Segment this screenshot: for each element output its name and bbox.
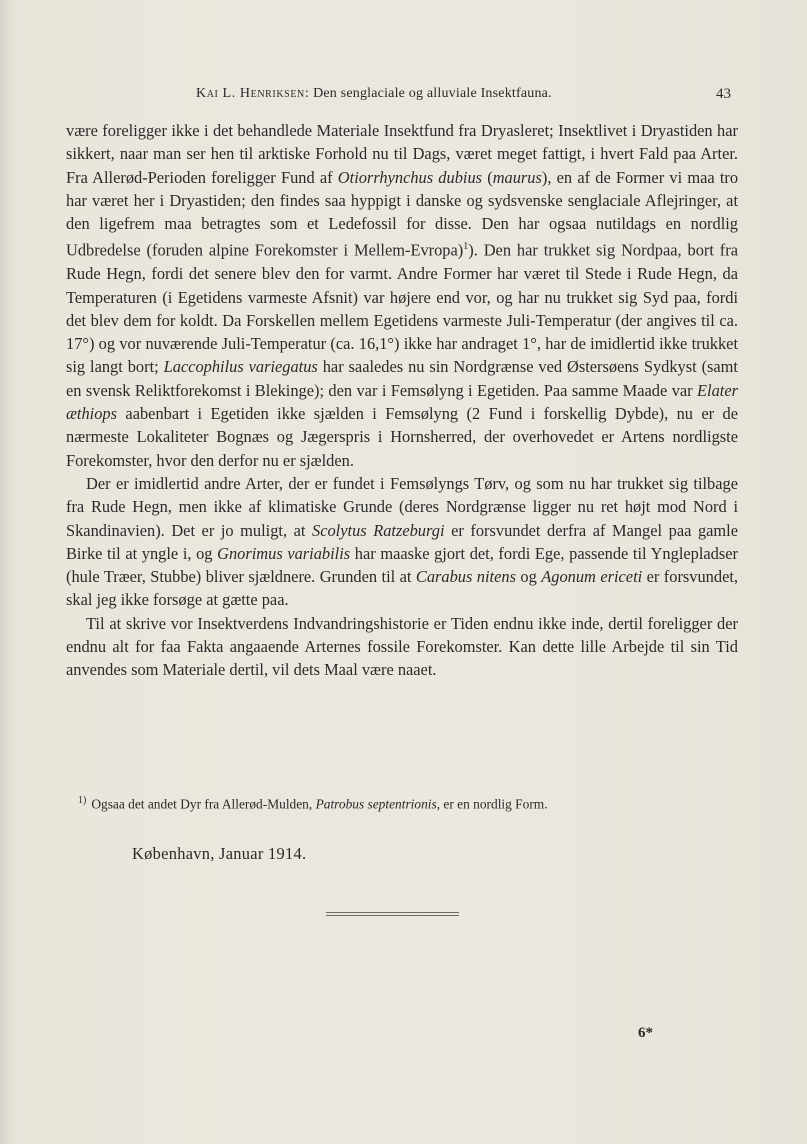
footnote-marker: 1) [78,795,87,806]
italic-taxon: Scolytus Ratzeburgi [312,520,445,540]
end-rule-upper [326,912,459,913]
italic-taxon: Patrobus septentrionis [315,796,437,812]
signoff-place-date: København, Januar 1914. [132,844,307,863]
running-head-author: Kai L. Henriksen: [196,86,310,101]
running-head [0,86,807,110]
italic-taxon: Agonum ericeti [541,567,643,587]
printer-signature-mark: 6* [638,1025,653,1041]
paragraph-3: Til at skrive vor Insektverdens Indvandringshistorie er Tiden endnu ikke inde, dertil foreligger der endnu alt for faa Fakta angaaende Arternes fossile Forekomster. Kan dette lille Arbejde til sin Tid anvendes som Materiale dertil, vil dets Maal være naaet. [66,613,738,680]
italic-taxon: Carabus nitens [415,567,516,587]
paragraph-2: Der er imidlertid andre Arter, der er fundet i Femsølyngs Tørv, og som nu har trukket sig tilbage fra Rude Hegn, men ikke af klimatiske Grunde (deres Nordgrænse ligger nu ret højt mod Nord i Skandinavien). Det er jo muligt, at Scolytus Ratzeburgi er forsvundet derfra af Mangel paa gamle Birke til at yngle i, og Gnorimus variabilis har maaske gjort det, fordi Ege, passende til Ynglepladser (hule Træer, Stubbe) bliver sjældnere. Grunden til at Carabus nitens og Agonum ericeti er forsvundet, skal jeg ikke forsøge at gætte paa. [66,473,738,610]
end-rule-lower [326,915,459,916]
body-text [66,119,738,682]
running-head-title: Den senglaciale og alluviale Insektfauna. [313,86,552,101]
page-number: 43 [716,86,731,102]
footnote-reference: 1 [463,241,469,253]
paragraph-1: være foreligger ikke i det behandlede Materiale Insektfund fra Dryasleret; Insektlivet i Dryastiden har sikkert, naar man ser hen til arktiske Forhold nu til Dags, været meget fattigt, i hvert Fald paa Arter. Fra Allerød-Perioden foreligger Fund af Otiorrhynchus dubius (maurus), en af de Former vi maa tro har været her i Dryastiden; den findes saa hyppigt i danske og sydsvenske senglaciale Aflejringer, at den ligefrem maa betragtes som et Ledefossil for disse. Den har ogsaa nutildags en nordlig Udbredelse (foruden alpine Forekomster i Mellem-Evropa)$^1$). Den har trukket sig Nordpaa, bort fra Rude Hegn, fordi det senere blev den for varmt. Andre Former har været til Stede i Rude Hegn, da Temperaturen (i Egetidens varmeste Afsnit) var højere end vor, og har nu trukket sig Syd paa, fordi det blev dem for koldt. Da Forskellen mellem Egetidens varmeste Juli-Temperatur (der angives til ca. 17°) og vor nuværende Juli-Temperatur (ca. 16,1°) ikke har andraget 1°, har de imidlertid ikke trukket sig langt bort; Laccophilus variegatus har saaledes nu sin Nordgrænse ved Østersøens Sydkyst (samt en svensk Reliktforekomst i Blekinge); den var i Femsølyng i Egetiden. Paa samme Maade var Elater æthiops aabenbart i Egetiden ikke sjælden i Femsølyng (2 Fund i forskellig Dybde), nu er de nærmeste Lokaliteter Bognæs og Jægerspris i Hornsherred, der overhovedet er Artens nordligste Forekomster, hvor den derfor nu er sjælden. [66,121,739,470]
footnote-text: Ogsaa det andet Dyr fra Allerød-Mulden, Patrobus septentrionis, er en nordlig Form. [91,796,548,812]
italic-taxon: Laccophilus variegatus [163,357,318,377]
footnote [78,792,738,813]
italic-taxon: Elater æthiops [66,380,738,424]
italic-taxon: Gnorimus variabilis [217,543,351,563]
italic-taxon: Otiorrhynchus dubius [337,167,483,187]
italic-taxon: maurus [492,167,542,187]
running-head-text [196,86,552,102]
